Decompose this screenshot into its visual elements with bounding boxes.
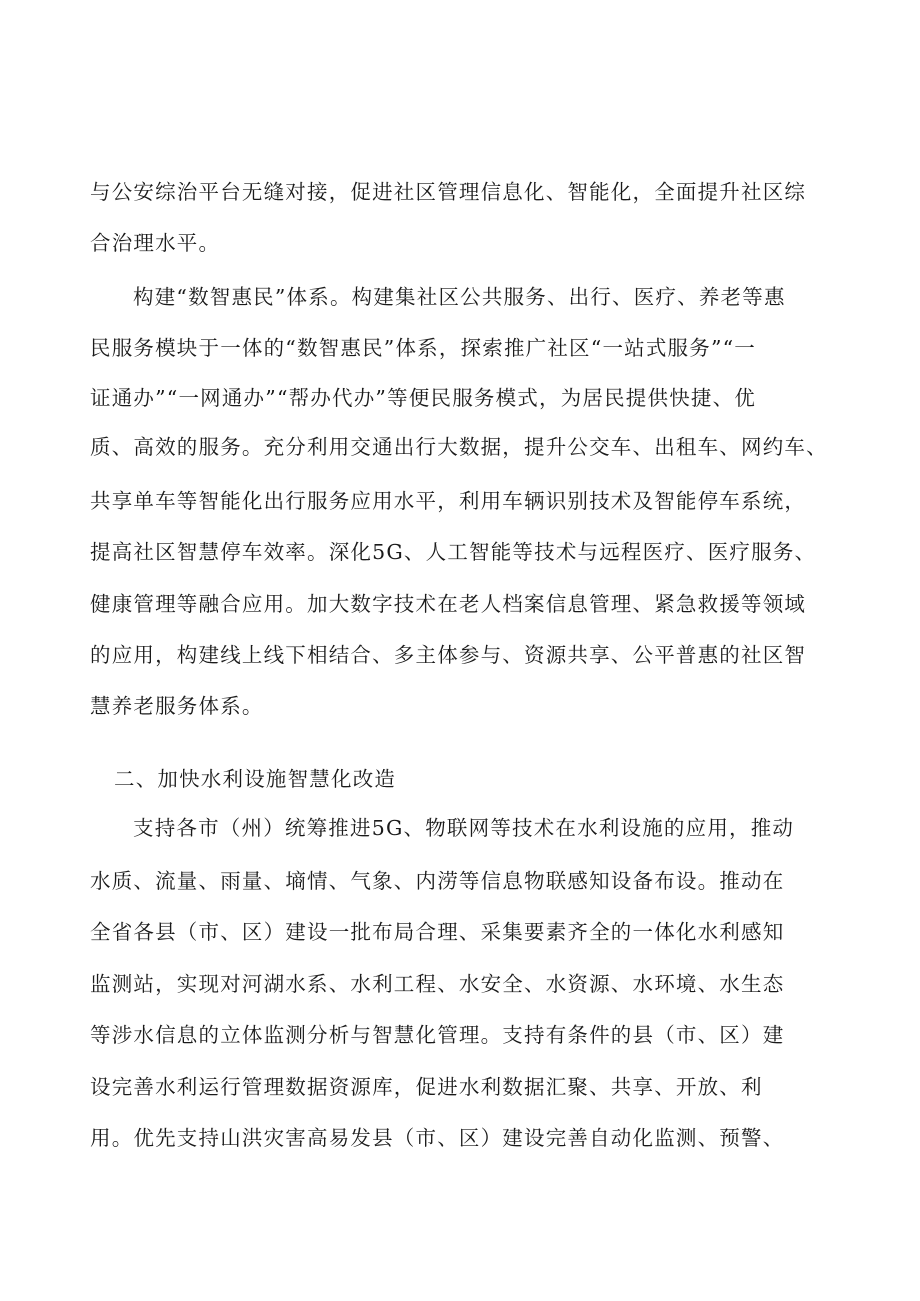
paragraph-line: 监测站，实现对河湖水系、水利工程、水安全、水资源、水环境、水生态 xyxy=(90,972,785,996)
paragraph-line: 水质、流量、雨量、墒情、气象、内涝等信息物联感知设备布设。推动在 xyxy=(90,869,785,893)
paragraph-line: 合治理水平。 xyxy=(90,231,221,255)
paragraph-line: 证通办”“一网通办”“帮办代办”等便民服务模式，为居民提供快捷、优 xyxy=(90,386,756,410)
paragraph-line: 用。优先支持山洪灾害高易发县（市、区）建设完善自动化监测、预警、 xyxy=(90,1126,785,1150)
paragraph-line: 设完善水利运行管理数据资源库，促进水利数据汇聚、共享、开放、利 xyxy=(90,1075,763,1099)
paragraph-line: 等涉水信息的立体监测分析与智慧化管理。支持有条件的县（市、区）建 xyxy=(90,1023,785,1047)
paragraph-line: 的应用，构建线上线下相结合、多主体参与、资源共享、公平普惠的社区智 xyxy=(90,643,807,667)
paragraph-line: 慧养老服务体系。 xyxy=(90,694,264,718)
paragraph-line: 构建“数智惠民”体系。构建集社区公共服务、出行、医疗、养老等惠 xyxy=(133,285,786,309)
section-heading: 二、加快水利设施智慧化改造 xyxy=(114,767,397,791)
paragraph-line: 与公安综治平台无缝对接，促进社区管理信息化、智能化，全面提升社区综 xyxy=(90,180,807,204)
paragraph-line: 共享单车等智能化出行服务应用水平，利用车辆识别技术及智能停车系统， xyxy=(90,489,807,513)
paragraph-line: 健康管理等融合应用。加大数字技术在老人档案信息管理、紧急救援等领域 xyxy=(90,592,807,616)
paragraph-line: 全省各县（市、区）建设一批布局合理、采集要素齐全的一体化水利感知 xyxy=(90,920,785,944)
paragraph-line: 民服务模块于一体的“数智惠民”体系，探索推广社区“一站式服务”“一 xyxy=(90,336,756,360)
paragraph-line: 支持各市（州）统筹推进5G、物联网等技术在水利设施的应用，推动 xyxy=(133,816,795,840)
paragraph-line: 质、高效的服务。充分利用交通出行大数据，提升公交车、出租车、网约车、 xyxy=(90,435,828,459)
paragraph-line: 提高社区智慧停车效率。深化5G、人工智能等技术与远程医疗、医疗服务、 xyxy=(90,540,817,564)
